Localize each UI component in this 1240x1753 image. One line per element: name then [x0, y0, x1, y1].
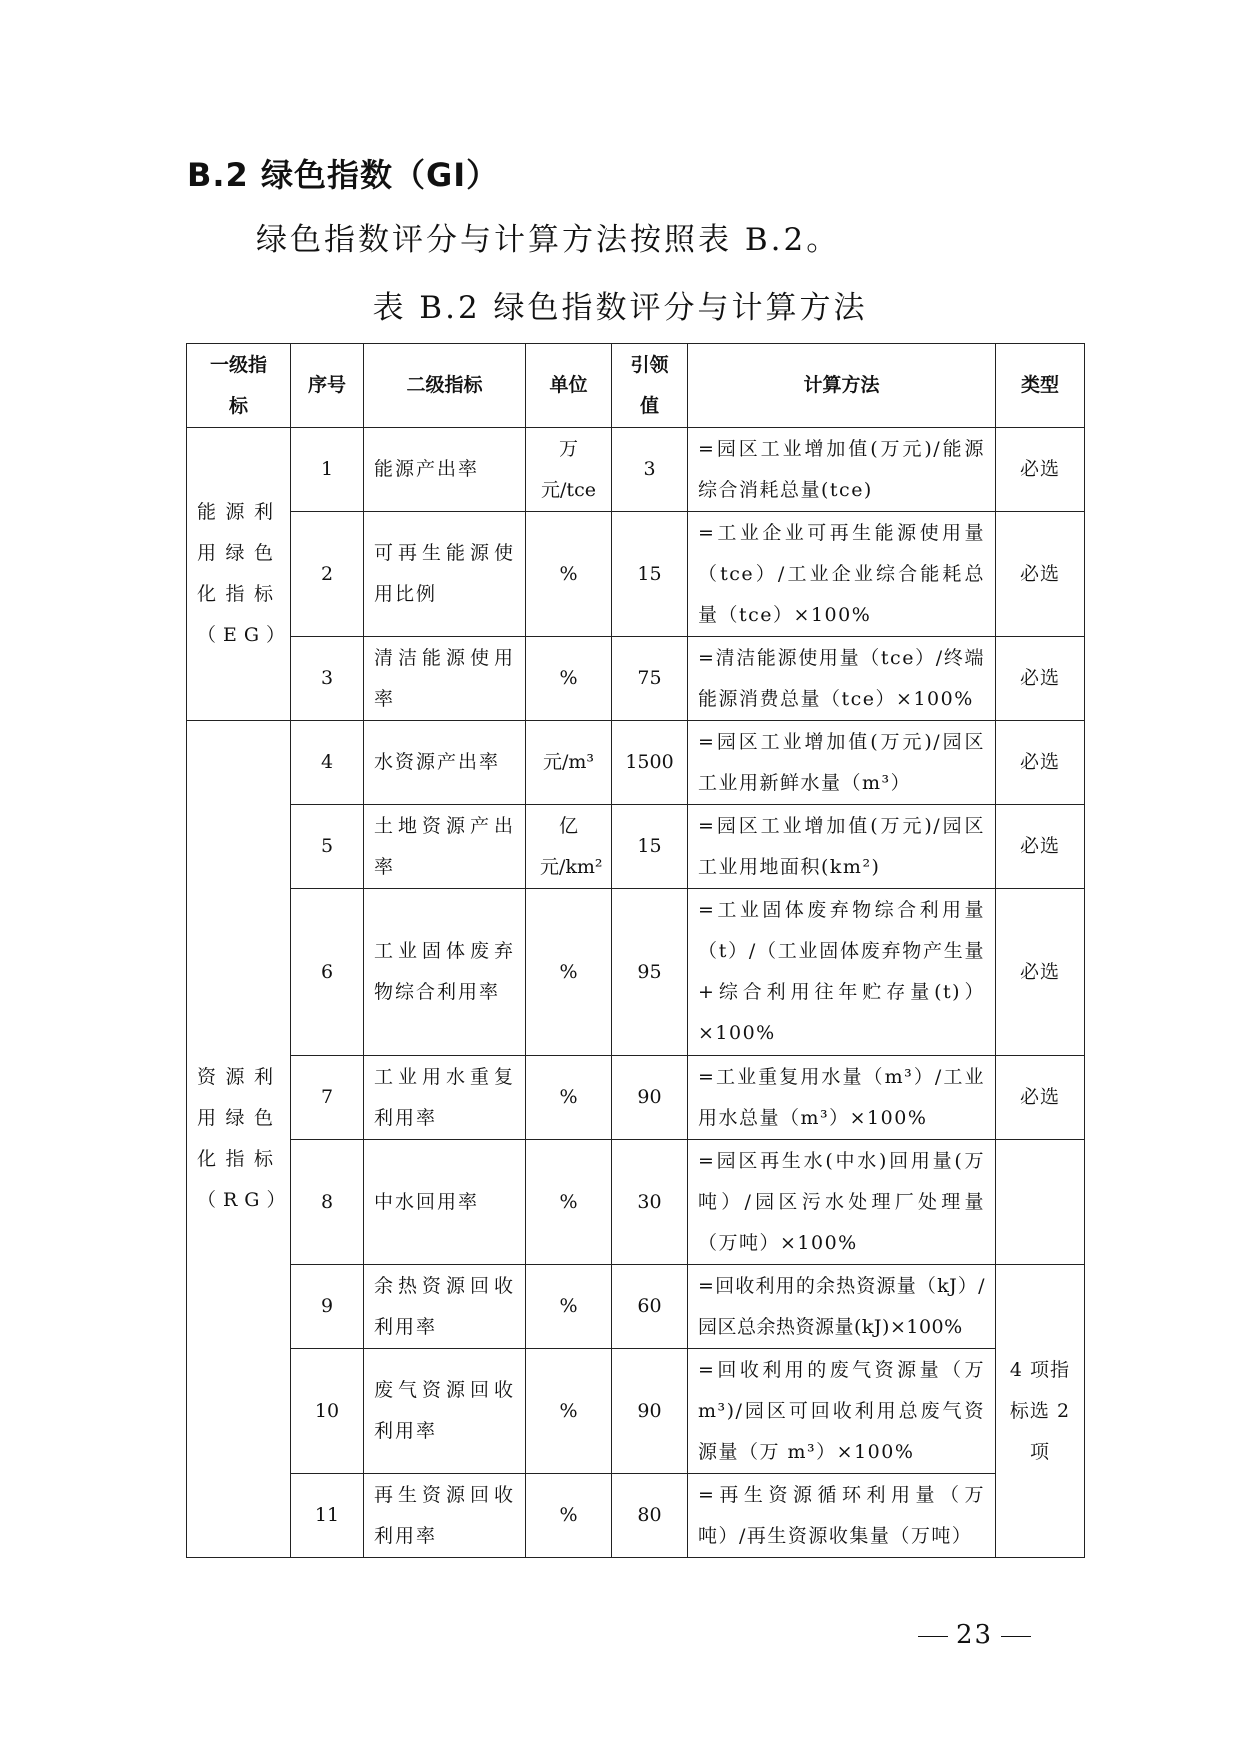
row-name: 水资源产出率	[364, 721, 526, 805]
row-value: 3	[612, 428, 688, 512]
row-name: 中水回用率	[364, 1140, 526, 1265]
table-header-row	[187, 344, 1085, 428]
row-name: 能源产出率	[364, 428, 526, 512]
section-heading: B.2 绿色指数（GI）	[187, 156, 500, 194]
row-type: 必选	[996, 512, 1085, 637]
table-row	[187, 1349, 1085, 1474]
row-method: =工业企业可再生能源使用量（tce）/工业企业综合能耗总量（tce）×100%	[688, 512, 996, 637]
row-name: 清洁能源使用率	[364, 637, 526, 721]
row-name: 土地资源产出率	[364, 805, 526, 889]
category-rg: 资源利用绿色化指标（RG）	[187, 721, 291, 1558]
row-type: 必选	[996, 637, 1085, 721]
row-name: 余热资源回收利用率	[364, 1265, 526, 1349]
row-unit: 万元/tce	[526, 428, 612, 512]
table-row	[187, 721, 1085, 805]
row-name: 再生资源回收利用率	[364, 1474, 526, 1558]
row-unit: 元/m³	[526, 721, 612, 805]
row-value: 15	[612, 805, 688, 889]
row-unit: 亿元/km²	[526, 805, 612, 889]
row-num: 8	[291, 1140, 364, 1265]
row-value: 90	[612, 1056, 688, 1140]
row-unit: %	[526, 1140, 612, 1265]
row-num: 7	[291, 1056, 364, 1140]
row-value: 1500	[612, 721, 688, 805]
row-type: 必选	[996, 805, 1085, 889]
row-method: =回收利用的余热资源量（kJ）/园区总余热资源量(kJ)×100%	[688, 1265, 996, 1349]
dash-left	[918, 1636, 948, 1637]
row-unit: %	[526, 1474, 612, 1558]
row-num: 1	[291, 428, 364, 512]
row-name: 工业固体废弃物综合利用率	[364, 889, 526, 1056]
row-type	[996, 1140, 1085, 1265]
header-type: 类型	[996, 344, 1085, 428]
intro-paragraph: 绿色指数评分与计算方法按照表 B.2。	[256, 222, 841, 258]
table-row	[187, 805, 1085, 889]
row-unit: %	[526, 512, 612, 637]
row-unit: %	[526, 1056, 612, 1140]
row-method: =园区工业增加值(万元)/园区工业用地面积(km²)	[688, 805, 996, 889]
row-unit: %	[526, 1349, 612, 1474]
header-method: 计算方法	[688, 344, 996, 428]
row-method: =回收利用的废气资源量（万m³)/园区可回收利用总废气资源量（万 m³）×100%	[688, 1349, 996, 1474]
row-num: 2	[291, 512, 364, 637]
table-row	[187, 428, 1085, 512]
row-method: =工业固体废弃物综合利用量（t）/（工业固体废弃物产生量+综合利用往年贮存量(t)）×100%	[688, 889, 996, 1056]
row-value: 75	[612, 637, 688, 721]
row-name: 工业用水重复利用率	[364, 1056, 526, 1140]
row-value: 90	[612, 1349, 688, 1474]
row-num: 6	[291, 889, 364, 1056]
row-value: 30	[612, 1140, 688, 1265]
row-method: =园区工业增加值(万元)/园区工业用新鲜水量（m³）	[688, 721, 996, 805]
table-row	[187, 1265, 1085, 1349]
page-number-text: 23	[956, 1620, 994, 1650]
row-num: 5	[291, 805, 364, 889]
row-method: =园区再生水(中水)回用量(万吨）/园区污水处理厂处理量（万吨）×100%	[688, 1140, 996, 1265]
green-index-table	[186, 343, 1085, 1558]
row-value: 60	[612, 1265, 688, 1349]
header-level2: 二级指标	[364, 344, 526, 428]
row-type: 必选	[996, 889, 1085, 1056]
table-row	[187, 637, 1085, 721]
row-name: 可再生能源使用比例	[364, 512, 526, 637]
row-unit: %	[526, 889, 612, 1056]
row-unit: %	[526, 637, 612, 721]
row-value: 95	[612, 889, 688, 1056]
row-method: =工业重复用水量（m³）/工业用水总量（m³）×100%	[688, 1056, 996, 1140]
row-num: 11	[291, 1474, 364, 1558]
row-type-optional: 4 项指标选 2 项	[996, 1265, 1085, 1558]
category-eg: 能源利用绿色化指标（EG）	[187, 428, 291, 721]
row-unit: %	[526, 1265, 612, 1349]
table-row	[187, 889, 1085, 1056]
row-method: =园区工业增加值(万元)/能源综合消耗总量(tce)	[688, 428, 996, 512]
row-value: 80	[612, 1474, 688, 1558]
row-num: 10	[291, 1349, 364, 1474]
table-row	[187, 1056, 1085, 1140]
table-row	[187, 1140, 1085, 1265]
row-method: =清洁能源使用量（tce）/终端能源消费总量（tce）×100%	[688, 637, 996, 721]
header-target: 引领值	[612, 344, 688, 428]
row-num: 3	[291, 637, 364, 721]
header-num: 序号	[291, 344, 364, 428]
page-number	[910, 1620, 1039, 1650]
row-method: =再生资源循环利用量（万吨）/再生资源收集量（万吨）	[688, 1474, 996, 1558]
row-value: 15	[612, 512, 688, 637]
row-type: 必选	[996, 1056, 1085, 1140]
dash-right	[1001, 1636, 1031, 1637]
table-row	[187, 1474, 1085, 1558]
row-type: 必选	[996, 721, 1085, 805]
header-unit: 单位	[526, 344, 612, 428]
row-type: 必选	[996, 428, 1085, 512]
row-num: 9	[291, 1265, 364, 1349]
table-caption: 表 B.2 绿色指数评分与计算方法	[372, 290, 868, 326]
row-num: 4	[291, 721, 364, 805]
header-level1: 一级指标	[187, 344, 291, 428]
table-row	[187, 512, 1085, 637]
row-name: 废气资源回收利用率	[364, 1349, 526, 1474]
